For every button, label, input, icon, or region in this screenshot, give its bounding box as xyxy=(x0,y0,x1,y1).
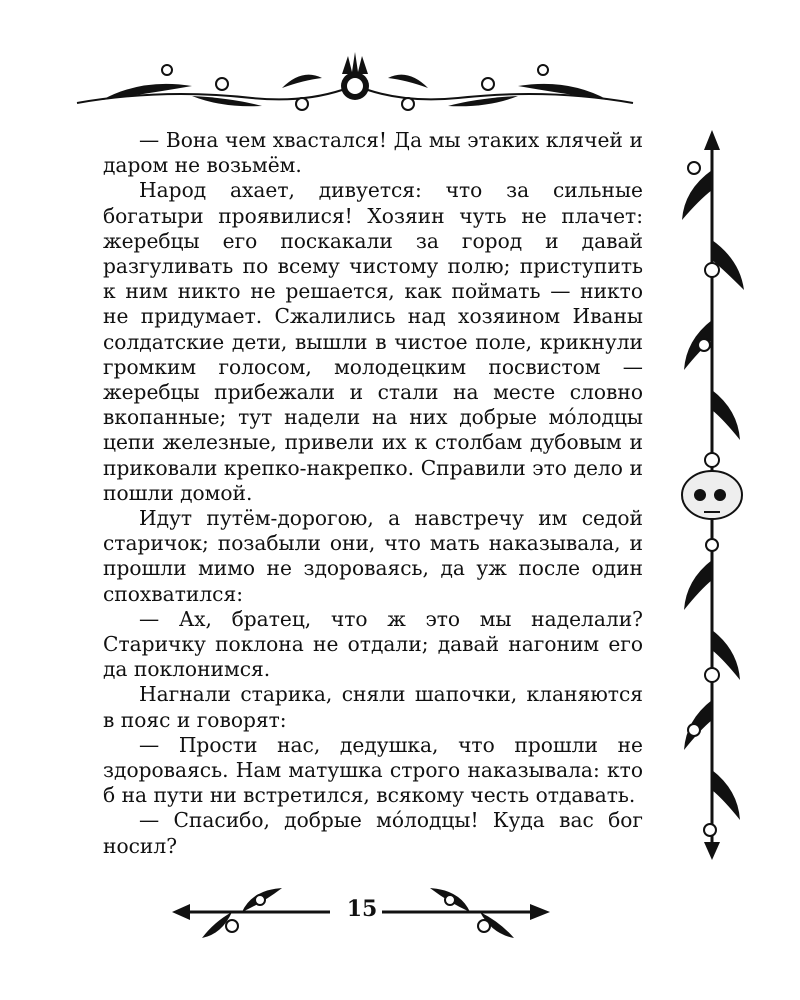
story-text xyxy=(103,128,643,859)
skull-icon xyxy=(682,471,742,519)
page-number: 15 xyxy=(346,896,378,922)
arrow-footer-left-ornament xyxy=(172,882,332,942)
paragraph: — Ах, братец, что ж это мы наделали? Старичку поклона не отдали; давай нагоним его да поклонимся. xyxy=(103,606,643,682)
paragraph: Идут путём-дорогою, а навстречу им седой старичок; позабыли они, что мать наказывала, и прошли мимо не здороваясь, да уж после один спохватился: xyxy=(103,506,643,606)
side-vine-border-ornament xyxy=(674,130,752,860)
paragraph: Народ ахает, дивуется: что за сильные богатыри проявилися! Хозяин чуть не плачет: жеребцы его поскакали за город и давай разгуливать по всему чистому полю; приступить к ним никто не решается, как поймать — никто не придумает. Сжалились над хозяином Иваны солдатские дети, вышли в чистое поле, крикнули громким голосом, молодецким посвистом — жеребцы прибежали и стали на месте словно вкопанные; тут надели на них добрые мóлодцы цепи железные, привели их к столбам дубовым и приковали крепко-накрепко. Справили это дело и пошли домой. xyxy=(103,178,643,505)
thistle-headpiece-ornament xyxy=(72,48,638,118)
paragraph: — Вона чем хвастался! Да мы этаких клячей и даром не возьмём. xyxy=(103,128,643,178)
paragraph: — Спасибо, добрые мóлодцы! Куда вас бог носил? xyxy=(103,808,643,858)
paragraph: — Прости нас, дедушка, что прошли не здороваясь. Нам матушка строго наказывала: кто б на пути ни встретился, всякому честь отдавать. xyxy=(103,732,643,808)
arrow-footer-right-ornament xyxy=(380,882,550,942)
thistle-flower-icon xyxy=(341,52,369,100)
paragraph: Нагнали старика, сняли шапочки, кланяются в пояс и говорят: xyxy=(103,682,643,732)
